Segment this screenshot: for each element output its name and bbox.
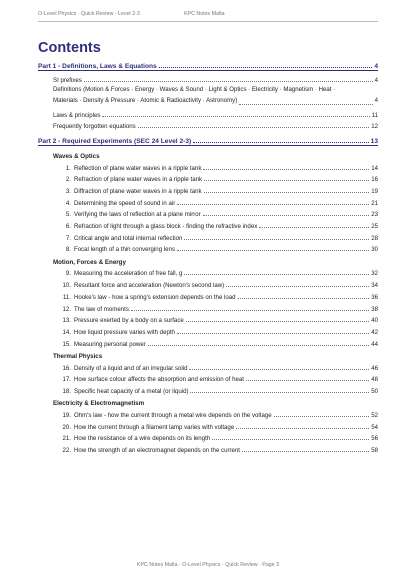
experiment-number: 17. <box>62 376 71 384</box>
toc-experiment-entry[interactable] <box>38 313 378 325</box>
toc-entry[interactable] <box>38 119 378 131</box>
page-number: 34 <box>371 282 378 290</box>
toc-entry-label-continued <box>53 95 378 107</box>
toc-entry-label <box>59 376 244 383</box>
toc-entry-label <box>59 223 257 230</box>
dot-leader <box>238 298 370 299</box>
toc-entry-label <box>59 317 184 324</box>
page-number: 16 <box>371 176 378 184</box>
experiment-title: How liquid pressure varies with depth <box>74 328 175 336</box>
experiment-number: 20. <box>62 423 71 431</box>
header-center-text: KPC Notes Malta <box>184 11 225 17</box>
toc-entry-label <box>59 365 187 372</box>
dot-leader <box>226 286 369 287</box>
experiment-number: 13. <box>62 317 71 325</box>
experiment-title: Verifying the laws of reflection at a plane mirror <box>74 211 201 219</box>
dot-leader <box>203 169 369 170</box>
toc-entry-label <box>59 282 224 289</box>
experiment-title: Resultant force and acceleration (Newton's second law) <box>74 282 225 290</box>
experiment-number: 8. <box>65 246 71 254</box>
dot-leader <box>239 104 372 105</box>
dot-leader <box>204 192 370 193</box>
page-number: 25 <box>371 222 378 230</box>
experiment-number: 2. <box>65 176 71 184</box>
toc-experiment-entry[interactable] <box>38 207 378 219</box>
toc-experiment-entry[interactable] <box>38 218 378 230</box>
toc-experiment-entry[interactable] <box>38 242 378 254</box>
dot-leader <box>177 250 369 251</box>
page-number: 56 <box>371 435 378 443</box>
toc-experiment-entry[interactable] <box>38 324 378 336</box>
experiment-title: Pressure exerted by a body on a surface <box>74 317 184 325</box>
experiment-number: 19. <box>62 412 71 420</box>
dot-leader <box>186 321 369 322</box>
page-number: 11 <box>371 111 378 119</box>
toc-entry-label <box>59 294 236 301</box>
toc-entry-label <box>59 176 202 183</box>
page-number: 54 <box>371 423 378 431</box>
page-title: Contents <box>38 40 101 56</box>
dot-leader <box>138 127 370 128</box>
toc-entry-label: Part 1 - Definitions, Laws & Equations <box>38 63 157 70</box>
toc-entry-label <box>59 211 201 218</box>
toc-group-heading: Motion, Forces & Energy <box>53 258 126 266</box>
toc-experiment-entry[interactable] <box>38 183 378 195</box>
page-number: 23 <box>371 211 378 219</box>
toc-group-heading: Waves & Optics <box>53 152 100 160</box>
toc-entry-label <box>59 306 129 313</box>
toc-entry-label: SI prefixes <box>53 76 82 84</box>
dot-leader <box>159 67 373 68</box>
toc-entry-label <box>59 246 175 253</box>
dot-leader <box>203 215 370 216</box>
experiment-number: 16. <box>62 364 71 372</box>
toc-experiment-entry[interactable] <box>38 336 378 348</box>
toc-entry-label: Materials · Density & Pressure · Atomic & Radioactivity · Astronomy) <box>53 97 238 105</box>
header-rule <box>38 21 378 22</box>
experiment-number: 3. <box>65 187 71 195</box>
experiment-title: Reflection of plane water waves in a ripple tank <box>74 164 202 172</box>
toc-entry-label <box>59 388 188 395</box>
dot-leader <box>184 239 369 240</box>
experiment-title: Measuring the acceleration of free fall, g <box>74 270 183 278</box>
toc-entry-label <box>59 329 175 336</box>
page-number: 4 <box>374 63 378 70</box>
experiment-title: Critical angle and total internal reflection <box>74 234 183 242</box>
toc-experiment-entry[interactable] <box>38 407 378 419</box>
toc-experiment-entry[interactable] <box>38 277 378 289</box>
page-number: 44 <box>371 340 378 348</box>
toc-entry[interactable] <box>38 107 378 119</box>
toc-entry-label <box>59 435 210 442</box>
toc-experiment-entry[interactable] <box>38 160 378 172</box>
page-number: 52 <box>371 412 378 420</box>
experiment-number: 7. <box>65 234 71 242</box>
dot-leader <box>177 333 369 334</box>
experiment-number: 9. <box>65 270 71 278</box>
experiment-number: 5. <box>65 211 71 219</box>
page-number: 36 <box>371 293 378 301</box>
toc-experiment-entry[interactable] <box>38 195 378 207</box>
experiment-title: Measuring personal power <box>74 340 146 348</box>
experiment-number: 1. <box>65 164 71 172</box>
dot-leader <box>84 81 373 82</box>
toc-experiment-entry[interactable] <box>38 431 378 443</box>
dot-leader <box>193 142 368 143</box>
experiment-title: The law of moments <box>74 305 129 313</box>
experiment-title: Refraction of plane water waves in a ripple tank <box>74 176 203 184</box>
header-left-text: O-Level Physics · Quick Review · Level 2-3 <box>38 11 140 17</box>
page-number: 12 <box>371 123 378 131</box>
toc-entry-label <box>59 447 240 454</box>
page-number: 13 <box>370 138 378 146</box>
page-number: 21 <box>371 199 378 207</box>
experiment-title: Determining the speed of sound in air <box>74 199 176 207</box>
dot-leader <box>102 116 369 117</box>
page-number: 14 <box>371 164 378 172</box>
page-number: 28 <box>371 234 378 242</box>
dot-leader <box>189 369 369 370</box>
toc-entry-label <box>59 188 202 195</box>
toc-entry-label: Frequently forgotten equations <box>53 123 136 131</box>
experiment-title: Diffraction of plane water waves in a ripple tank <box>74 187 202 195</box>
page-number: 32 <box>371 270 378 278</box>
experiment-number: 12. <box>62 305 71 313</box>
table-of-contents <box>38 57 378 454</box>
page-number: 46 <box>371 364 378 372</box>
page-number: 58 <box>371 447 378 455</box>
experiment-number: 6. <box>65 222 71 230</box>
running-footer: KPC Notes Malta · O-Level Physics · Quick Review · Page 3 <box>136 562 280 568</box>
experiment-title: Ohm's law - how the current through a metal wire depends on the voltage <box>74 412 272 420</box>
experiment-title: How the resistance of a wire depends on its length <box>74 435 211 443</box>
dot-leader <box>177 204 369 205</box>
experiment-number: 18. <box>62 388 71 396</box>
experiment-number: 10. <box>62 282 71 290</box>
toc-part-heading[interactable] <box>38 57 378 71</box>
dot-leader <box>204 180 369 181</box>
toc-experiment-entry[interactable] <box>38 289 378 301</box>
experiment-title: How the current through a filament lamp varies with voltage <box>74 423 235 431</box>
experiment-number: 15. <box>62 340 71 348</box>
experiment-title: Hooke's law - how a spring's extension depends on the load <box>74 293 236 301</box>
toc-group-heading: Electricity & Electromagnetism <box>53 400 145 408</box>
running-header <box>38 11 378 19</box>
toc-group-heading: Thermal Physics <box>53 352 103 360</box>
toc-entry-label <box>59 270 182 277</box>
experiment-title: Density of a liquid and of an irregular solid <box>74 364 188 372</box>
experiment-number: 11. <box>62 293 71 301</box>
toc-entry-label <box>59 200 175 207</box>
experiment-title: Specific heat capacity of a metal (or liquid) <box>74 388 189 396</box>
page-number: 4 <box>374 76 378 84</box>
experiment-title: How the strength of an electromagnet depends on the current <box>74 447 240 455</box>
page-number: 30 <box>371 246 378 254</box>
toc-entry-definitions[interactable] <box>38 84 378 107</box>
dot-leader <box>212 439 369 440</box>
toc-experiment-entry[interactable] <box>38 360 378 372</box>
toc-experiment-entry[interactable] <box>38 383 378 395</box>
toc-part-heading[interactable] <box>38 132 378 146</box>
toc-experiment-entry[interactable] <box>38 230 378 242</box>
toc-entry-label <box>59 341 146 348</box>
toc-entry-label <box>59 412 272 419</box>
toc-entry[interactable] <box>38 72 378 84</box>
experiment-number: 14. <box>62 328 71 336</box>
page-number: 40 <box>371 317 378 325</box>
dot-leader <box>274 416 370 417</box>
experiment-title: Focal length of a thin converging lens <box>74 246 175 254</box>
page-number: 48 <box>371 376 378 384</box>
dot-leader <box>242 451 369 452</box>
dot-leader <box>148 345 369 346</box>
dot-leader <box>246 380 369 381</box>
toc-experiment-entry[interactable] <box>38 172 378 184</box>
experiment-number: 22. <box>62 447 71 455</box>
experiment-number: 4. <box>65 199 71 207</box>
toc-experiment-entry[interactable] <box>38 419 378 431</box>
dot-leader <box>236 428 369 429</box>
toc-entry-label: Part 2 - Required Experiments (SEC 24 Level 2-3) <box>38 138 192 146</box>
dot-leader <box>259 227 369 228</box>
experiment-number: 21. <box>62 435 71 443</box>
experiment-title: How surface colour affects the absorption and emission of heat <box>74 376 244 384</box>
page-number: 38 <box>371 305 378 313</box>
experiment-title: Refraction of light through a glass block - finding the refractive index <box>74 222 258 230</box>
toc-entry-label: Definitions (Motion & Forces · Energy · Waves & Sound · Light & Optics · Electricity · Magnetism · Heat · <box>53 85 336 93</box>
dot-leader <box>131 310 369 311</box>
toc-entry-label <box>59 235 182 242</box>
toc-entry-label <box>59 424 234 431</box>
page-number: 19 <box>371 187 378 195</box>
toc-entry-label: Laws & principles <box>53 111 101 119</box>
page-number: 4 <box>374 97 378 105</box>
page-number: 42 <box>371 328 378 336</box>
dot-leader <box>184 274 369 275</box>
page-number: 50 <box>371 388 378 396</box>
toc-experiment-entry[interactable] <box>38 266 378 278</box>
toc-experiment-entry[interactable] <box>38 442 378 454</box>
dot-leader <box>190 392 369 393</box>
toc-experiment-entry[interactable] <box>38 301 378 313</box>
toc-experiment-entry[interactable] <box>38 372 378 384</box>
toc-entry-label <box>59 165 201 172</box>
